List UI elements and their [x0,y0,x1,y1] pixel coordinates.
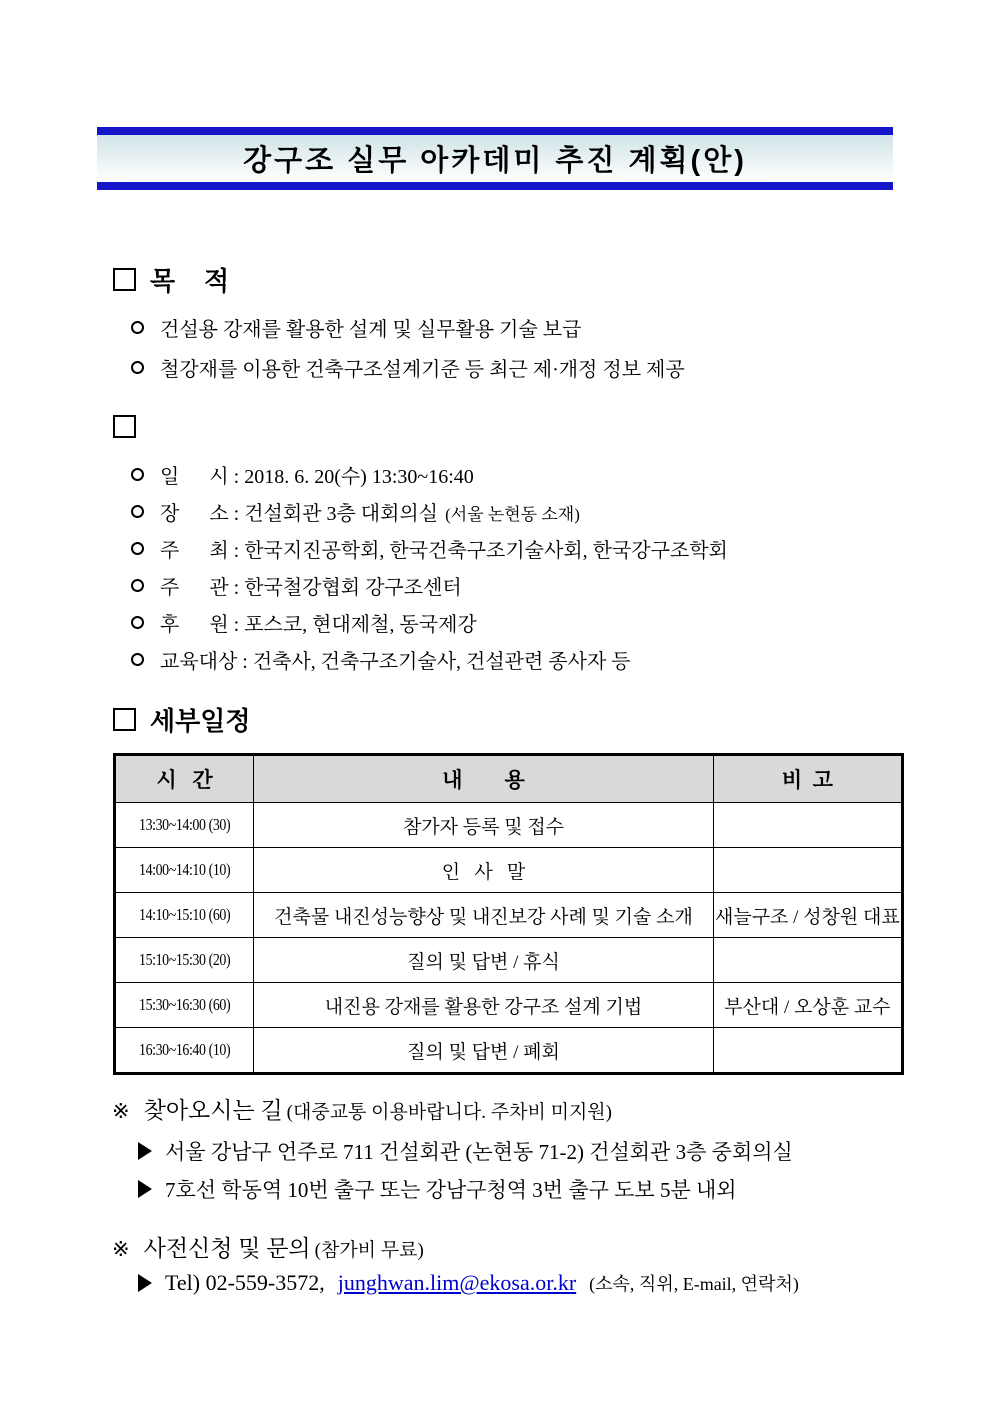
overview-item-text: 일 시 : 2018. 6. 20(수) 13:30~16:40 [160,466,474,488]
purpose-heading-label: 목 적 [150,266,230,296]
table-row [115,893,903,938]
banner-body [97,135,893,182]
circle-bullet-icon [131,321,144,334]
banner-bottom-bar [97,182,893,190]
purpose-item [131,313,581,342]
overview-item-text: 주 관 : 한국철강협회 강구조센터 [160,577,462,599]
banner-top-bar [97,127,893,135]
section-heading-schedule [113,701,250,738]
overview-item [131,571,469,600]
overview-item-note: (서울 논현동 소재) [445,505,580,524]
section-heading-purpose [113,261,229,298]
direction-item-text: 서울 강남구 언주로 711 건설회관 (논현동 71-2) 건설회관 3층 중회의실 [165,1140,793,1164]
time-cell: 16:30~16:40 (10) [115,1028,254,1074]
overview-item-text: 주 최 : 한국지진공학회, 한국건축구조기술사회, 한국강구조학회 [160,540,728,562]
title-banner [97,127,893,190]
circle-bullet-icon [131,505,144,518]
overview-item [131,460,481,489]
circle-bullet-icon [131,468,144,481]
overview-item [131,534,735,563]
time-cell: 15:30~16:30 (60) [115,983,254,1028]
circle-bullet-icon [131,653,144,666]
contact-fields-note: (소속, 직위, E-mail, 연락처) [589,1274,799,1294]
schedule-table [113,753,904,1075]
directions-heading-label: 찾아오시는 길 (대중교통 이용바랍니다. 주차비 미지원) [143,1098,612,1123]
note-cell [714,1028,903,1074]
content-cell: 참가자 등록 및 접수 [254,803,714,848]
reference-mark-icon: ※ [112,1099,130,1123]
note-cell: 부산대 / 오상훈 교수 [714,983,903,1028]
note-cell [714,848,903,893]
table-row [115,938,903,983]
table-row [115,983,903,1028]
schedule-heading-label: 세부일정 [150,706,251,736]
direction-item-text: 7호선 학동역 10번 출구 또는 강남구청역 3번 출구 도보 5분 내외 [165,1178,737,1202]
time-cell: 14:10~15:10 (60) [115,893,254,938]
contact-heading [112,1230,424,1263]
section-heading-overview [113,415,150,438]
content-cell: 건축물 내진성능향상 및 내진보강 사례 및 기술 소개 [254,893,714,938]
table-row [115,803,903,848]
circle-bullet-icon [131,616,144,629]
note-cell [714,938,903,983]
time-cell: 15:10~15:30 (20) [115,938,254,983]
circle-bullet-icon [131,542,144,555]
time-cell: 13:30~14:00 (30) [115,803,254,848]
contact-tel-line [138,1270,799,1296]
content-cell: 질의 및 답변 / 폐회 [254,1028,714,1074]
header-cell-note: 비 고 [714,755,903,803]
directions-heading-note: (대중교통 이용바랍니다. 주차비 미지원) [286,1102,612,1123]
purpose-item-text: 철강재를 이용한 건축구조설계기준 등 최근 제·개정 정보 제공 [160,359,685,381]
note-cell: 새늘구조 / 성창원 대표 [714,893,903,938]
directions-heading [112,1092,612,1125]
table-header-row [115,755,903,803]
direction-item [138,1136,793,1166]
table-row [115,1028,903,1074]
contact-heading-label: 사전신청 및 문의 (참가비 무료) [143,1236,424,1261]
tel-label: Tel) 02-559-3572, [165,1270,325,1295]
reference-mark-icon: ※ [112,1237,130,1261]
circle-bullet-icon [131,579,144,592]
page-title: 강구조 실무 아카데미 추진 계획(안) [243,145,747,177]
contact-heading-note: (참가비 무료) [314,1240,424,1261]
overview-item [131,608,484,637]
time-cell: 14:00~14:10 (10) [115,848,254,893]
overview-item-text: 후 원 : 포스코, 현대제철, 동국제강 [160,614,477,636]
overview-item-text: 교육대상 : 건축사, 건축구조기술사, 건설관련 종사자 등 [160,651,631,673]
overview-item [131,497,580,526]
triangle-bullet-icon [138,1274,152,1292]
table-row [115,848,903,893]
content-cell: 인 사 말 [254,848,714,893]
triangle-bullet-icon [138,1180,152,1198]
circle-bullet-icon [131,361,144,374]
triangle-bullet-icon [138,1142,152,1160]
overview-item [131,645,638,674]
header-cell-content: 내 용 [254,755,714,803]
square-bullet-icon [113,708,136,731]
square-bullet-icon [113,415,136,438]
content-cell: 질의 및 답변 / 휴식 [254,938,714,983]
purpose-item [131,353,685,382]
square-bullet-icon [113,268,136,291]
note-cell [714,803,903,848]
content-cell: 내진용 강재를 활용한 강구조 설계 기법 [254,983,714,1028]
direction-item [138,1174,737,1204]
purpose-item-text: 건설용 강재를 활용한 설계 및 실무활용 기술 보급 [160,319,582,341]
email-link[interactable]: junghwan.lim@ekosa.or.kr [337,1270,577,1295]
header-cell-time: 시 간 [115,755,254,803]
overview-item-text: 장 소 : 건설회관 3층 대회의실 (서울 논현동 소재) [160,503,580,525]
